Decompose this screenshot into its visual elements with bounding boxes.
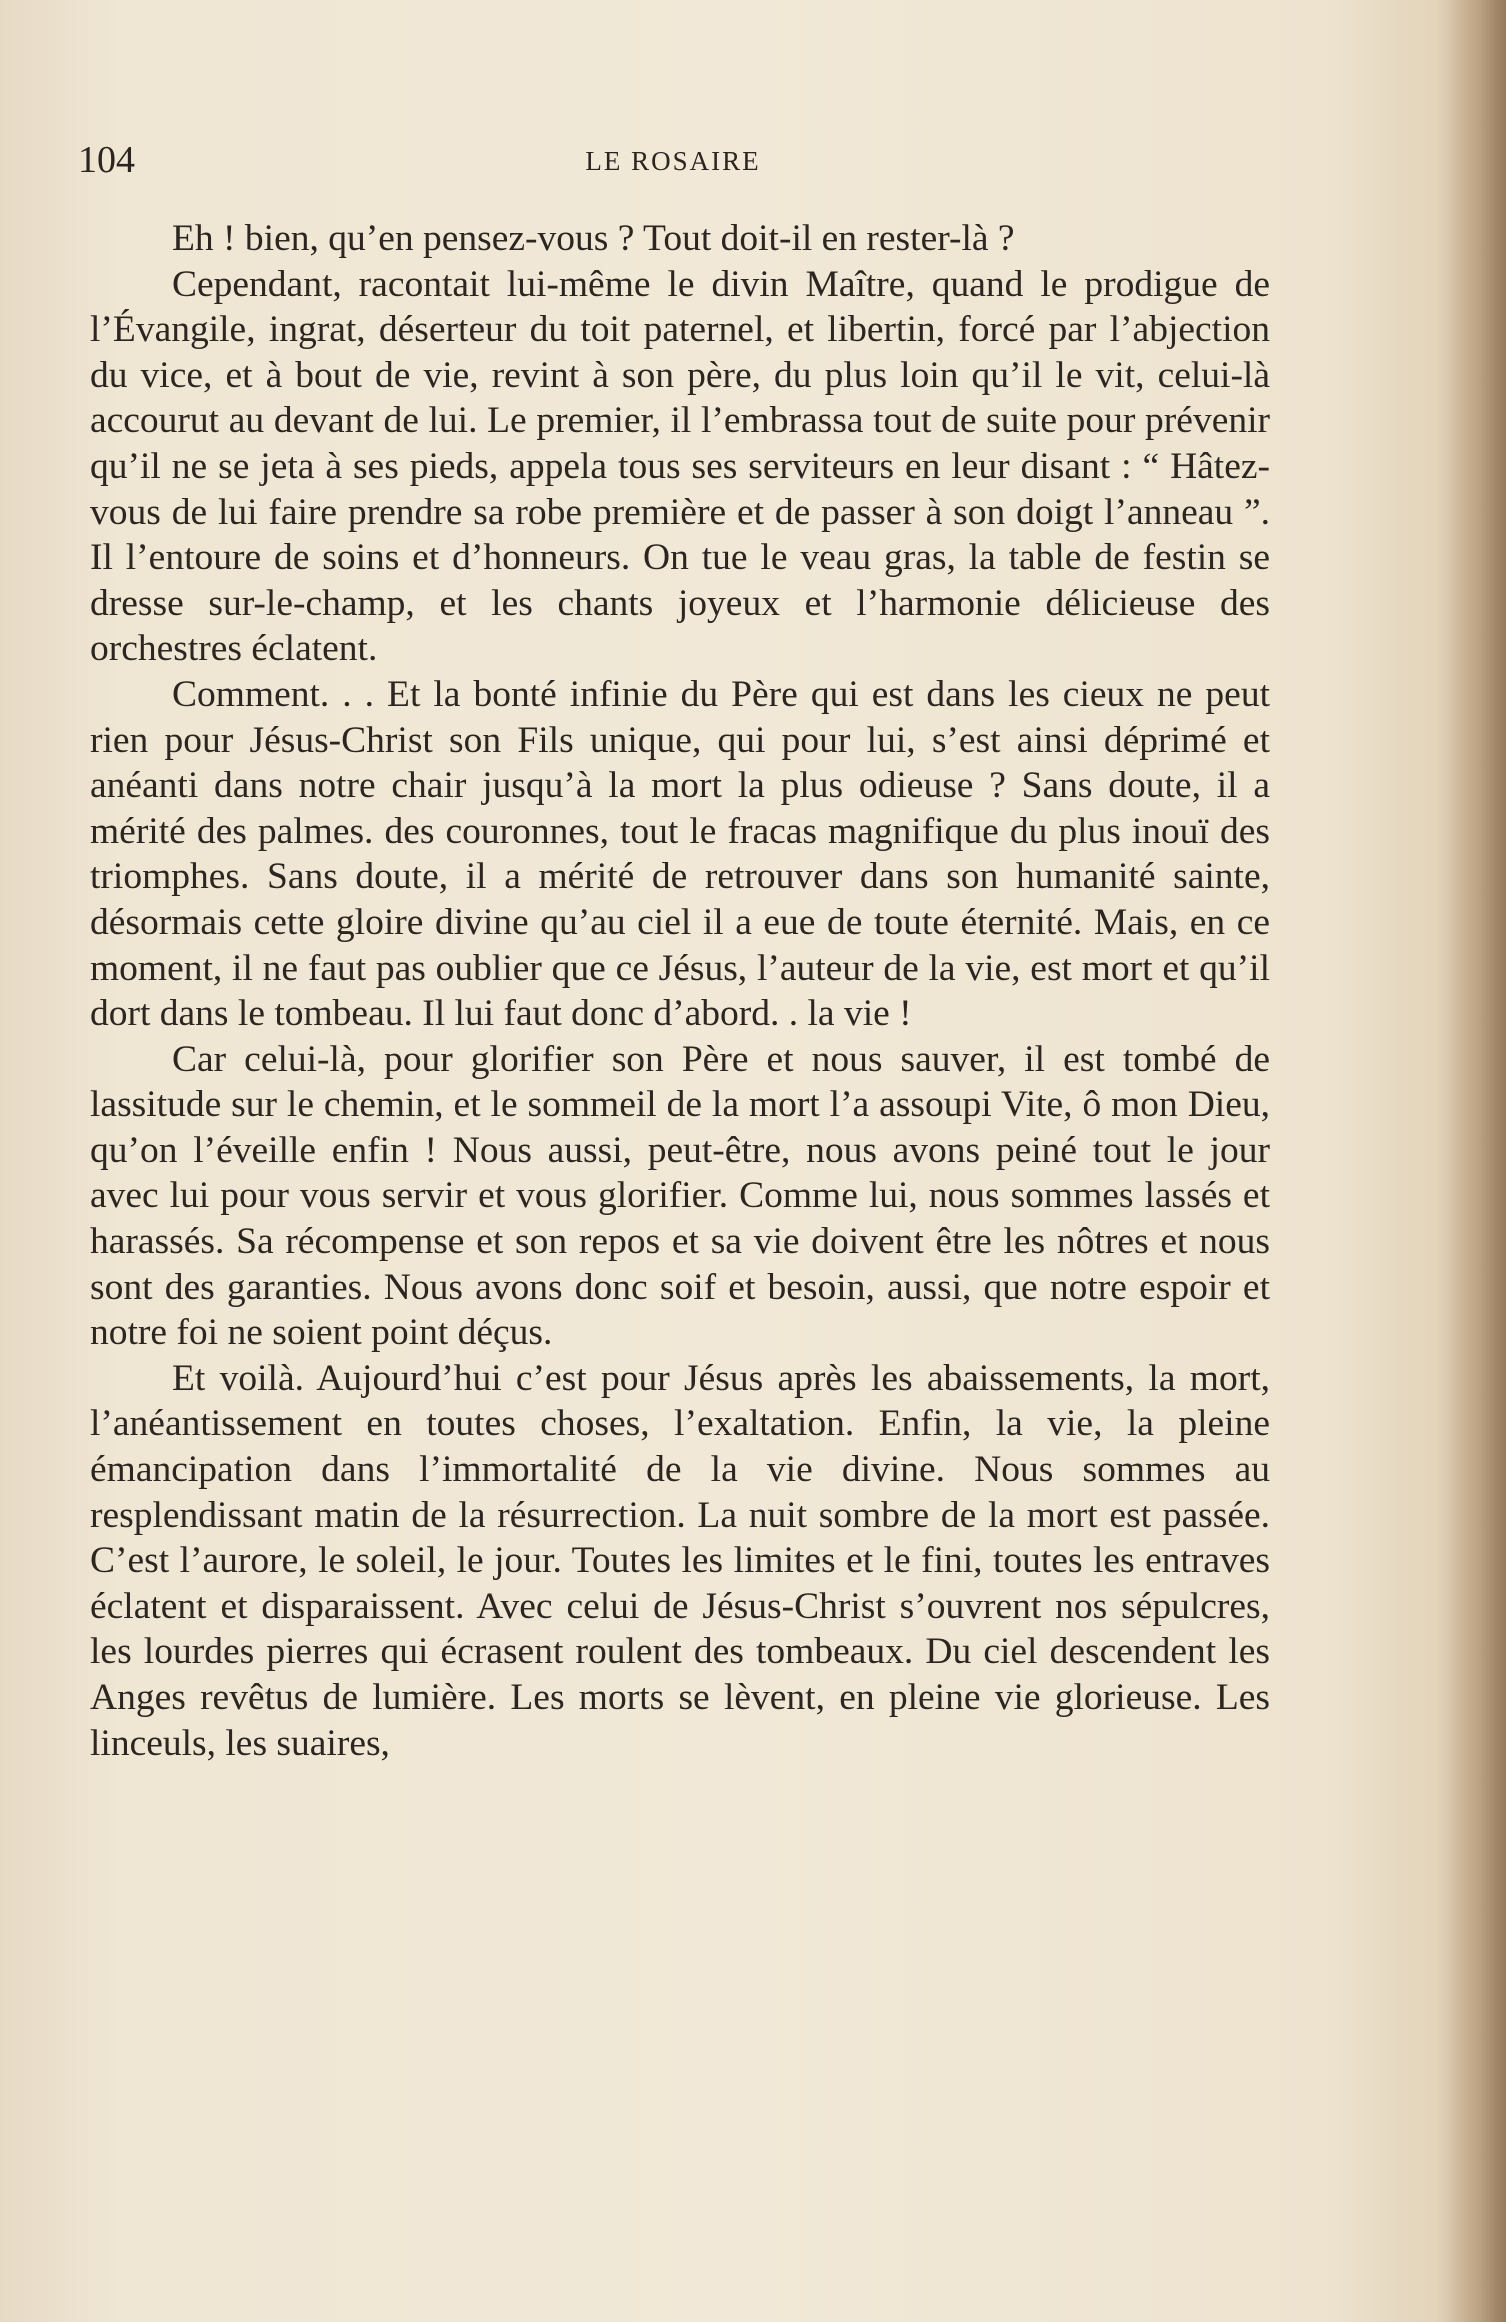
paragraph: Et voilà. Aujourd’hui c’est pour Jésus après les abaissements, la mort, l’anéantissement en toutes choses, l’exaltation. Enfin, la vie, la pleine émancipation dans l’immortalité de la vie divine. Nous sommes au resplendissant matin de la résurrection. La nuit sombre de la mort est passée. C’est l’aurore, le soleil, le jour. Toutes les limites et le fini, toutes les entraves éclatent et disparaissent. Avec celui de Jésus-Christ s’ouvrent nos sépulcres, les lourdes pierres qui écrasent roulent des tombeaux. Du ciel descendent les Anges revêtus de lumière. Les morts se lèvent, en pleine vie glorieuse. Les linceuls, les suaires,	[90, 1357, 1270, 1764]
paragraph: Eh ! bien, qu’en pensez-vous ? Tout doit-il en rester-là ?	[172, 218, 1015, 259]
page-header	[78, 138, 1268, 188]
page-number: 104	[78, 139, 135, 181]
paragraph: Car celui-là, pour glorifier son Père et nous sauver, il est tombé de lassitude sur le chemin, et le sommeil de la mort l’a assoupi Vite, ô mon Dieu, qu’on l’éveille enfin ! Nous aussi, peut-être, nous avons peiné tout le jour avec lui pour vous servir et vous glorifier. Comme lui, nous sommes lassés et harassés. Sa récompense et son repos et sa vie doivent être les nôtres et nous sont des garanties. Nous avons donc soif et besoin, aussi, que notre espoir et notre foi ne soient point déçus.	[90, 1038, 1270, 1354]
body-text	[90, 216, 1270, 1766]
running-title: LE ROSAIRE	[585, 146, 761, 176]
page-edge-shadow	[1436, 0, 1506, 2322]
paragraph: Cependant, racontait lui-même le divin Maître, quand le prodigue de l’Évangile, ingrat, déserteur du toit paternel, et libertin, forcé par l’abjection du vice, et à bout de vie, revint à son père, du plus loin qu’il le vit, celui-là accourut au devant de lui. Le premier, il l’embrassa tout de suite pour prévenir qu’il ne se jeta à ses pieds, appela tous ses serviteurs en leur disant : “ Hâtez-vous de lui faire prendre sa robe première et de passer à son doigt l’anneau ”. Il l’entoure de soins et d’honneurs. On tue le veau gras, la table de festin se dresse sur-le-champ, et les chants joyeux et l’harmonie délicieuse des orchestres éclatent.	[90, 263, 1270, 670]
paragraph: Comment. . . Et la bonté infinie du Père qui est dans les cieux ne peut rien pour Jésus-Christ son Fils unique, qui pour lui, s’est ainsi déprimé et anéanti dans notre chair jusqu’à la mort la plus odieuse ? Sans doute, il a mérité des palmes. des couronnes, tout le fracas magnifique du plus inouï des triomphes. Sans doute, il a mérité de retrouver dans son humanité sainte, désormais cette gloire divine qu’au ciel il a eue de toute éternité. Mais, en ce moment, il ne faut pas oublier que ce Jésus, l’auteur de la vie, est mort et qu’il dort dans le tombeau. Il lui faut donc d’abord. . la vie !	[90, 673, 1270, 1035]
